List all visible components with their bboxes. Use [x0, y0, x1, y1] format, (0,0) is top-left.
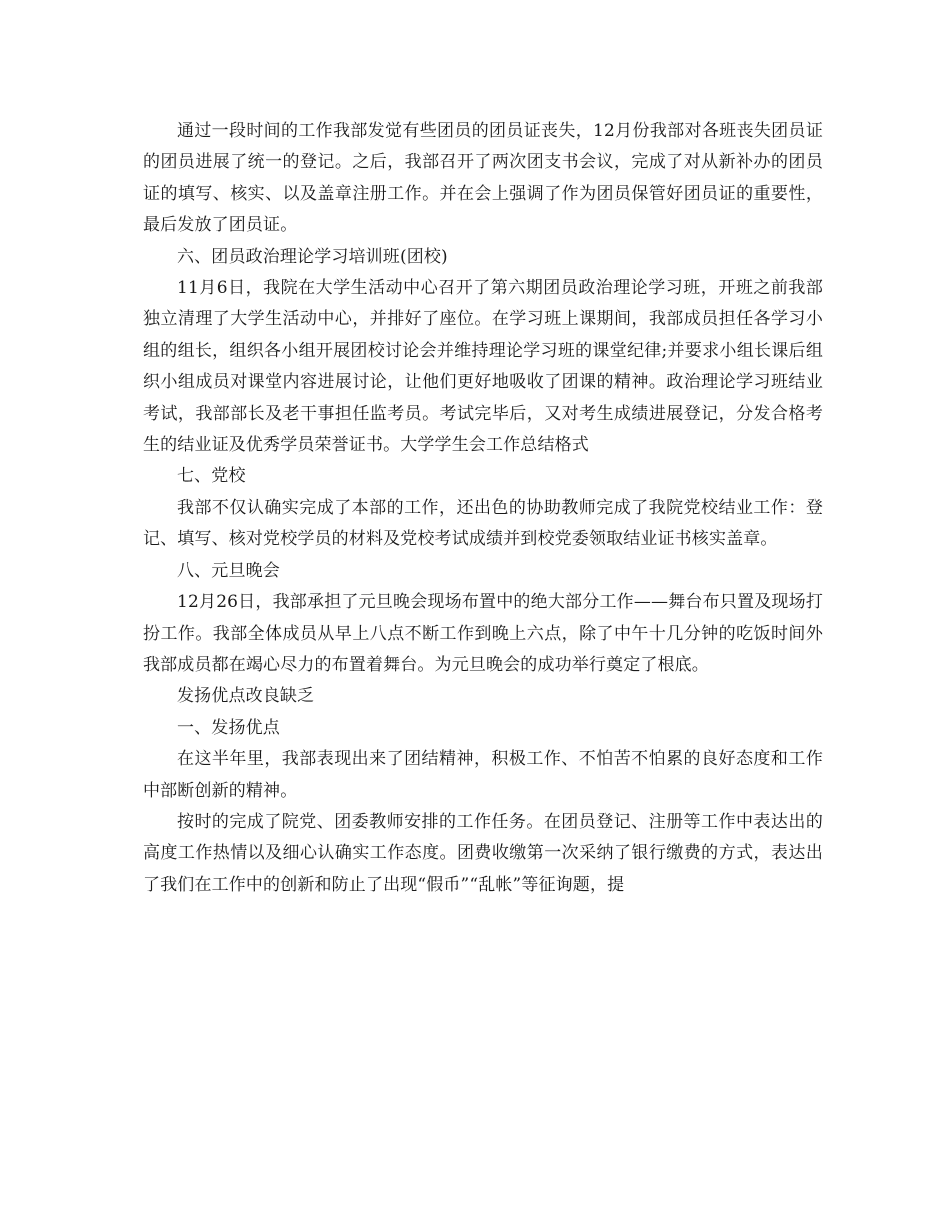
- heading-section-eight: 八、元旦晚会: [177, 560, 280, 581]
- heading-strengths-weaknesses: 发扬优点改良缺乏: [177, 686, 315, 707]
- paragraph-team-spirit: 在这半年里，我部表现出来了团结精神，积极工作、不怕苦不怕累的良好态度和工作中部断创新的精神。: [143, 749, 823, 801]
- paragraph-tasks-completed: 按时的完成了院党、团委教师安排的工作任务。在团员登记、注册等工作中表达出的高度工作热情以及细心认确实工作态度。团费收缴第一次采纳了银行缴费的方式，表达出了我们在工作中的创新和防止了出现“假币”“乱帐”等征询题，提: [143, 811, 823, 895]
- paragraph-theory-study-class: 11月6日，我院在大学生活动中心召开了第六期团员政治理论学习班，开班之前我部独立清理了大学生活动中心，并排好了座位。在学习班上课期间，我部成员担任各学习小组的组长，组织各小组开展团校讨论会并维持理论学习班的课堂纪律;并要求小组长课后组织小组成员对课堂内容进展讨论，让他们更好地吸收了团课的精神。政治理论学习班结业考试，我部部长及老干事担任监考员。考试完毕后，又对考生成绩进展登记，分发合格考生的结业证及优秀学员荣誉证书。大学学生会工作总结格式: [143, 278, 823, 456]
- paragraph-new-year-gala: 12月26日，我部承担了元旦晚会现场布置中的绝大部分工作——舞台布只置及现场打扮工作。我部全体成员从早上八点不断工作到晚上六点，除了中午十几分钟的吃饭时间外我部成员都在竭心尽力的布置着舞台。为元旦晚会的成功举行奠定了根底。: [143, 592, 823, 675]
- heading-section-seven: 七、党校: [177, 466, 246, 487]
- paragraph-party-school: 我部不仅认确实完成了本部的工作，还出色的协助教师完成了我院党校结业工作：登记、填写、核对党校学员的材料及党校考试成绩并到校党委领取结业证书核实盖章。: [143, 497, 823, 550]
- paragraph-lost-member-cards: 通过一段时间的工作我部发觉有些团员的团员证丧失，12月份我部对各班丧失团员证的团员进展了统一的登记。之后，我部召开了两次团支书会议，完成了对从新补办的团员证的填写、核实、以及盖章注册工作。并在会上强调了作为团员保管好团员证的重要性，最后发放了团员证。: [143, 121, 823, 236]
- heading-section-six: 六、团员政治理论学习培训班(团校): [177, 246, 448, 267]
- document-body: [143, 116, 823, 901]
- heading-strengths: 一、发扬优点: [177, 717, 280, 738]
